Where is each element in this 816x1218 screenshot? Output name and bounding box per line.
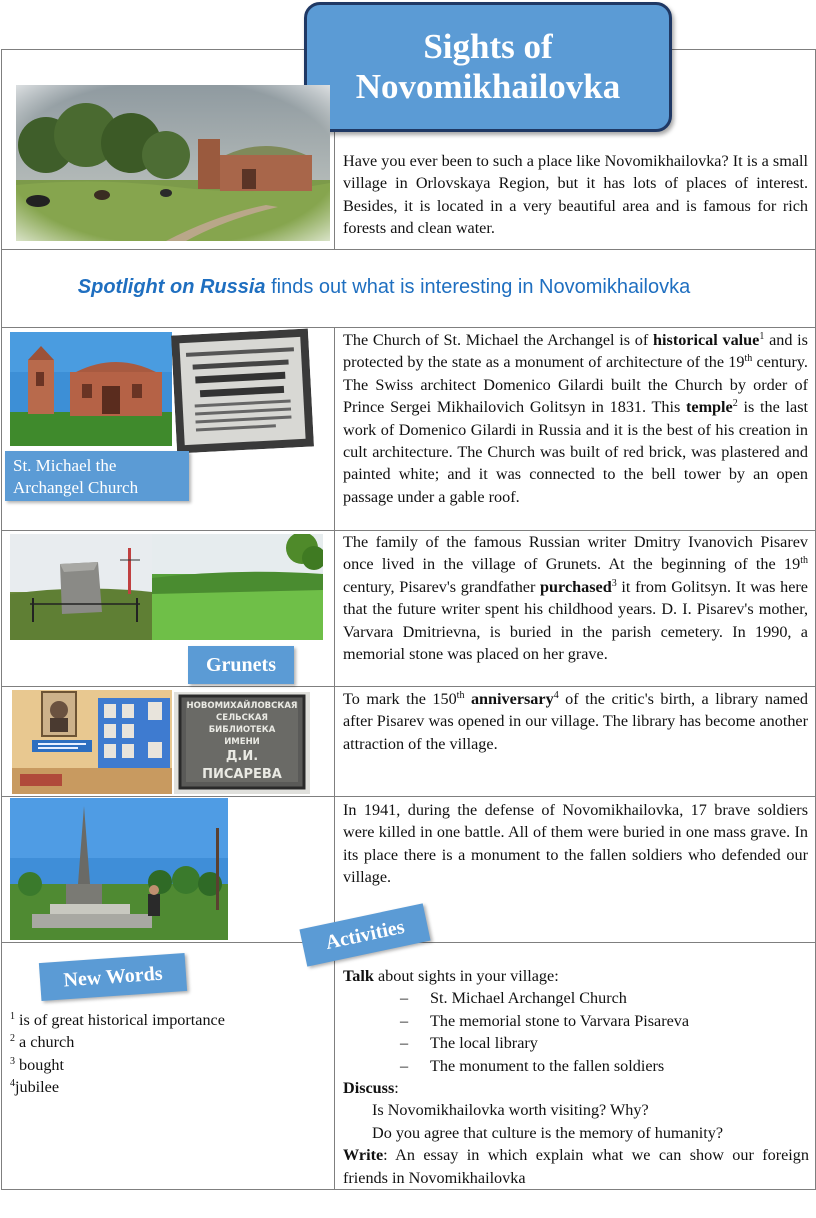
church-ruins-photo [10,332,172,446]
church-text-4: is the last work of Domenico Gilardi in Russia and it is the best of his creation in cult architecture. The Church was built of red brick, was plastered and painted white; and it was connected to the bell tower by an open passage under a gable roof. [343,398,808,506]
term-temple: temple [686,398,733,417]
church-text-1: The Church of St. Michael the Archangel is of [343,331,654,349]
grunets-field-photo [152,534,323,640]
grid-divider-1 [1,249,816,250]
ordinal-th: th [744,353,753,365]
discuss-label: Discuss [343,1079,395,1098]
grunets-paragraph [343,531,808,665]
word-text: bought [19,1055,65,1074]
library-plaque-photo [174,692,310,794]
plaque-line-1: НОВОМИХАЙЛОВСКАЯ [186,701,298,711]
grunets-label [188,646,294,684]
memorial-stone-photo [10,534,152,640]
library-text-2: of the critic's birth, a library named after Pisarev was opened in our village. The library has become another attraction of the village. [343,690,808,753]
list-item: – St. Michael Archangel Church [343,987,809,1009]
library-exhibit-photo [12,690,172,794]
intro-paragraph: Have you ever been to such a place like Novomikhailovka? It is a small village in Orlovskaya Region, but it has lots of places of interest. Besides, it is located in a very beautiful area and is famous for rich forests and clean water. [343,152,808,238]
grid-divider-5 [1,796,816,797]
list-item: – The memorial stone to Varvara Pisareva [343,1010,809,1032]
term-historical-value: historical value [653,331,760,349]
church-text-3: century. The Swiss architect Domenico Gilardi built the Church by order of Prince Sergei Mikhailovich Golitsyn in 1831. This [343,353,808,417]
footnote-ref-3: 3 [611,577,617,589]
write-label: Write [343,1146,384,1165]
grunets-text-3: it from Golitsyn. It was here that the future writer spent his childhood years. D. I. Pisarev's mother, Varvara Dmitrievna, is buried in the parish cemetery. In 1990, a memorial stone was placed on her grave. [343,577,808,664]
talk-line [343,965,809,987]
plaque-line-5: Д.И. ПИСАРЕВА [202,749,282,782]
grunets-label-text: Grunets [206,654,276,676]
word-text: jubilee [15,1078,60,1097]
plaque-line-4: ИМЕНИ [224,737,260,747]
word-num: 2 [10,1033,15,1045]
activities-list [343,965,809,1189]
new-words-list [10,1009,225,1099]
page-title [304,2,672,132]
footnote-ref-2: 2 [732,398,738,410]
footnote-ref-4: 4 [553,690,559,701]
word-text: is of great historical importance [19,1011,225,1029]
grid-bottom [1,1189,816,1190]
word-num: 4 [10,1078,15,1090]
term-purchased: purchased [540,577,612,596]
list-item [10,1076,225,1098]
list-item [10,1031,225,1053]
list-item: – The local library [343,1032,809,1054]
word-num: 3 [10,1055,15,1067]
monument-paragraph: In 1941, during the defense of Novomikhailovka, 17 brave soldiers were killed in one battle. All of them were buried in one mass grave. In its place there is a monument to the fallen soldiers who defended our village. [343,801,808,887]
list-item: Is Novomikhailovka worth visiting? Why? [372,1101,649,1120]
word-text: a church [19,1033,75,1052]
grunets-text-2: century, Pisarev's grandfather [343,577,541,596]
church-label-line-2: Archangel Church [13,478,139,497]
grid-left [1,49,2,1190]
spotlight-heading [0,276,768,299]
spotlight-emphasis: Spotlight on Russia [77,276,266,298]
footnote-ref-1: 1 [759,331,765,342]
plaque-line-3: БИБЛИОТЕКА [208,725,276,735]
grunets-text-1: The family of the famous Russian writer Dmitry Ivanovich Pisarev once lived in the village of Grunets. At the beginning of the 19 [343,533,808,574]
list-item [10,1054,225,1076]
village-landscape-photo [16,85,330,241]
library-text-1: To mark the 150 [343,690,457,708]
term-anniversary: anniversary [464,690,554,708]
activities-label-text: Activities [323,915,407,955]
new-words-label-text: New Words [62,962,164,992]
ordinal-th: th [456,690,465,701]
church-label [5,451,189,501]
activities-label [299,903,430,966]
plaque-line-2: СЕЛЬСКАЯ [216,713,268,723]
title-line-2: Novomikhailovka [355,67,621,106]
list-item: – The monument to the fallen soldiers [343,1055,809,1077]
grid-divider-2 [1,327,816,328]
discuss-text: : [394,1079,399,1098]
word-num: 1 [10,1011,15,1022]
ordinal-th: th [800,555,808,567]
discuss-line [343,1077,809,1099]
spotlight-rest: finds out what is interesting in Novomikhailovka [265,276,691,298]
list-item [10,1009,225,1031]
talk-text: about sights in your village: [373,967,559,985]
church-text-2: and is protected by the state as a monument of architecture of the 19 [343,331,808,372]
library-plaque-text [186,702,298,782]
library-paragraph [343,688,808,755]
write-line [343,1144,809,1189]
grid-divider-4 [1,686,816,687]
talk-label: Talk [343,967,374,985]
church-paragraph [343,329,808,508]
write-text: : An essay in which explain what we can show our foreign friends in Novomikhailovka [343,1146,809,1187]
church-plaque-photo [171,328,314,453]
title-line-1: Sights of [423,27,553,66]
war-monument-photo [10,798,228,940]
grid-column-b [334,327,335,1190]
church-label-line-1: St. Michael the [13,456,117,475]
new-words-label [39,953,187,1001]
list-item: Do you agree that culture is the memory of humanity? [372,1123,724,1142]
